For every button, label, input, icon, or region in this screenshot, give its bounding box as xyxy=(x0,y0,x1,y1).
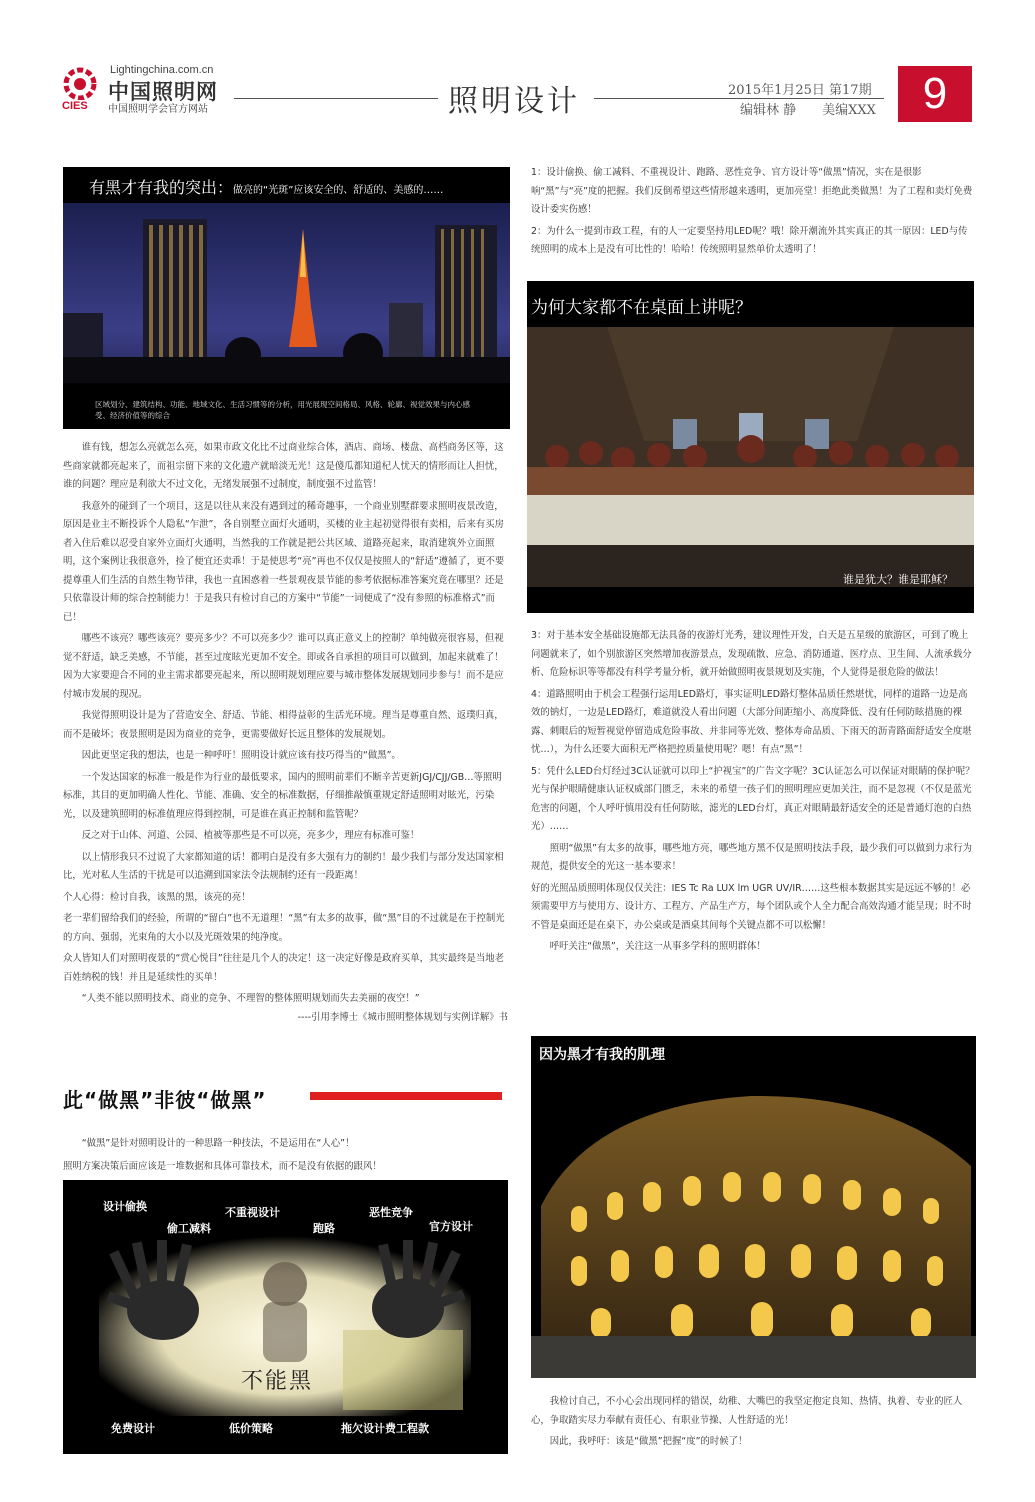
section2-red-bar xyxy=(310,1092,502,1100)
header-rule-left xyxy=(234,98,438,99)
last-supper-caption: 谁是犹大？谁是耶稣？ xyxy=(843,573,953,586)
right-mid-body xyxy=(531,627,976,957)
paragraph: 1：设计偷换、偷工减料、不重视设计、跑路、恶性竞争、官方设计等“做黑”情况，实在是很影响“黑”与“亮”度的把握。我们反倒希望这些情形越来透明，更加亮堂！拒绝此类做黑！为了工程和卖灯免费设计委实伤感！ xyxy=(531,167,973,215)
section2-intro xyxy=(63,1135,508,1176)
logo-subtitle: 中国照明学会官方网站 xyxy=(108,104,208,115)
paragraph: 呼吁关注“做黑”，关注这一从事多学科的照明群体！ xyxy=(549,941,766,952)
paragraph: 一个发达国家的标准一般是作为行业的最低要求，国内的照明前辈们不断辛苦更新JGJ/CJJ/GB…等照明标准，其目的更加明确人性化、节能、准确、安全的标准数据，仔细推敲慎重规定舒适照明对眩光，污染光，以及建筑照明的标准值理应得到控制，可是谁在真正控制和监管呢？ xyxy=(63,771,502,820)
paragraph: “做黑”是针对照明设计的一种思路一种技法，不是运用在“人心”！ xyxy=(81,1138,355,1149)
paragraph: 4：道路照明由于机会工程强行运用LED路灯，事实证明LED路灯整体品质任然堪忧，同样的道路一边是高效的钠灯，一边是LED路灯，难道就没人看出问题（大部分间距缩小、高度降低、没有任何防眩措施的裸露、刺眼后的短暂视觉停留造成危险事故、并非同等光效、整体寿命品质、下雨天的沥青路面舒适安全度堪忧…），为什么还要大面积无严格把控质量使用呢？嗯！有点“黑”！ xyxy=(531,688,972,755)
paragraph: 我意外的碰到了一个项目，这是以往从来没有遇到过的稀奇趣事，一个商业别墅群要求照明夜景改造，原因是业主不断投诉个人隐私“乍泄”，各自别墅立面灯火通明，买楼的业主起初觉得很有卖相，后来有买房者入住后难以忍受自家外立面灯火通明，当然我的工作就是把公共区域、道路亮起来，取消建筑外立面照明，这个案例让我很意外，捡了便宜还卖乖！于是使思考“亮”再也不仅仅是按照人的“舒适”遵循了，更不要提尊重人们生活的自然生物节律，我也一直困惑着一些景观夜景节能的参考依据标准答案究竟在哪里？还是只依靠设计师的综合控制能力！于是我只有检讨自己的方案中“节能”一词便成了“没有参照的标准格式”而已！ xyxy=(63,500,505,623)
hands-label: 恶性竞争 xyxy=(369,1206,413,1219)
paragraph: 3：对于基本安全基础设施都无法具备的夜游灯光秀，建议理性开发，白天是五星级的旅游区，可到了晚上问题就来了，如个别旅游区突然增加夜游景点，发现疏散、应急、消防通道、医疗点、卫生间、人流承载分析、危险标识等等都没有科学考量分析，就开始做照明夜景规划及实施，个人觉得是很危险的做法！ xyxy=(531,630,972,678)
colosseum-image xyxy=(531,1036,976,1378)
paragraph: 2：为什么一提到市政工程，有的人一定要坚持用LED呢？哦！除开潮流外其实真正的其一原因：LED与传统照明的成本上是没有可比性的！哈哈！传统照明显然单价太透明了！ xyxy=(531,225,968,255)
paragraph: 老一辈们留给我们的经验，所谓的“留白”也不无道理！“黑”有太多的故事，做“黑”目的不过就是在于控制光的方向、强弱，光束角的大小以及光斑效果的纯净度。 xyxy=(63,913,505,943)
skyline-image xyxy=(63,167,510,429)
skyline-title-main: 有黑才有我的突出： xyxy=(89,178,234,197)
hands-label: 偷工减料 xyxy=(167,1222,211,1235)
section-title: 照明设计 xyxy=(448,84,580,119)
skyline-caption: 区域划分、建筑结构、功能、地域文化、生活习惯等的分析，用光展现空间格局、风格、轮廓、视觉效果与内心感受、经济价值等的综合 xyxy=(95,400,470,420)
citation: ----引用李博士《城市照明整体规划与实例详解》书 xyxy=(297,1011,508,1023)
paragraph: 哪些不该亮？哪些该亮？要亮多少？不可以亮多少？谁可以真正意义上的控制？单纯做亮很容易，但视觉不舒适，缺乏美感，不节能，甚至过度眩光更加不安全。即或各自承担的项目可以做到，加起来就难了！因为大家要迎合不同的业主需求都要亮起来，所以照明规划理应要与城市整体发展规划同步参与！而不是应付城市发展的现况。 xyxy=(63,633,504,700)
hands-label: 低价策略 xyxy=(229,1422,273,1435)
editors: 编辑林 静 美编XXX xyxy=(740,103,876,118)
skyline-title-sub: 做亮的“光斑”应该安全的、舒适的、美感的…… xyxy=(233,185,444,196)
hands-label: 跑路 xyxy=(313,1222,335,1235)
section2-title: 此“做黑”非彼“做黑” xyxy=(63,1088,267,1112)
paragraph: 以上情形我只不过说了大家都知道的话！都明白是没有多大强有力的制约！最少我们与部分发达国家相比，光对私人生活的干扰是可以追溯到国家法令法规制约还有一段距离！ xyxy=(63,851,504,881)
quote: “人类不能以照明技术、商业的竞争、不理智的整体照明规划而失去美丽的夜空！” xyxy=(81,993,420,1004)
colosseum-title: 因为黑才有我的肌理 xyxy=(539,1047,665,1063)
hands-label: 免费设计 xyxy=(111,1422,155,1435)
skyline-title xyxy=(89,175,443,198)
hands-label: 官方设计 xyxy=(429,1220,473,1233)
hands-label: 拖欠设计费工程款 xyxy=(341,1422,429,1435)
paragraph: 5：凭什么LED台灯经过3C认证就可以印上“护视宝”的广告文字呢？3C认证怎么可以保证对眼睛的保护呢？光与保护眼睛健康认证权威部门匮乏，未来的希望一孩子们的照明理应更加关注，而不是忽视（不仅是蓝光危害的问题，个人呼吁慎用没有任何防眩，滤光的LED台灯，真正对眼睛最舒适安全的还是普通灯泡的白热光）…… xyxy=(531,765,975,832)
paragraph: 照明方案决策后面应该是一堆数据和具体可靠技术，而不是没有依据的跟风！ xyxy=(63,1160,382,1172)
issue-date: 2015年1月25日 第17期 xyxy=(728,83,872,98)
hands-label: 设计偷换 xyxy=(103,1200,147,1213)
paragraph: 众人皆知人们对照明夜景的“赏心悦目”往往是几个人的决定！这一决定好像是政府买单，其实最终是当地老百姓纳税的钱！并且是延续性的买单！ xyxy=(63,953,504,983)
cies-logo-icon xyxy=(60,64,100,100)
paragraph: 我觉得照明设计是为了营造安全、舒适、节能、相得益彰的生活光环境。理当是尊重自然、返璞归真，而不是破坏；夜景照明是因为商业的竞争，更需要做好长远且整体的发展规划。 xyxy=(63,710,504,740)
right-top-body xyxy=(531,164,976,260)
left-body xyxy=(63,439,508,1027)
paragraph: 好的光照品质照明体现仅仅关注：IES Tc Ra LUX lm UGR UV/IR……这些根本数据其实是远远不够的！必须需要甲方与使用方、设计方、工程方、产品生产方，每个团队或个人全力配合高效沟通才能呈现；时不时不管是桌面还是在桌下，办公桌或是酒桌其间每个关键点都不可以松懈！ xyxy=(531,882,972,931)
paragraph: 因此更坚定我的想法，也是一种呼吁！照明设计就应该有技巧得当的“做黑”。 xyxy=(81,750,401,761)
logo-abbr: CIES xyxy=(62,100,88,112)
logo-url: Lightingchina.com.cn xyxy=(110,64,214,76)
paragraph: 个人心得：检讨自我，该黑的黑，该亮的亮！ xyxy=(63,891,251,903)
right-bottom-body xyxy=(531,1393,976,1452)
hands-label: 不重视设计 xyxy=(225,1206,280,1219)
hands-image xyxy=(63,1180,508,1454)
paragraph: 反之对于山体、河道、公园、植被等那些是不可以亮，亮多少，理应有标准可鉴！ xyxy=(81,830,420,841)
page-number: 9 xyxy=(898,66,972,122)
paragraph: 谁有钱，想怎么亮就怎么亮，如果市政文化比不过商业综合体，酒店、商场、楼盘、高档商务区等，这些商家就都亮起来了，而祖宗留下来的文化遗产就暗淡无光！这是傻瓜都知道杞人忧天的情形而让人担忧，谁的问题？理应是利欲大不过文化，无绪发展强不过制度，制度强不过监管！ xyxy=(63,442,504,490)
paragraph: 因此，我呼吁：该是“做黑”把握“度”的时候了！ xyxy=(549,1436,748,1447)
last-supper-title: 为何大家都不在桌面上讲呢？ xyxy=(531,298,752,318)
paragraph: 我检讨自己，不小心会出现同样的错误，幼稚、大嘴巴的我坚定抱定良知、热情、执着、专业的匠人心，争取踏实尽力奉献有责任心、有职业节操、人性舒适的光！ xyxy=(531,1396,963,1426)
hands-center-label: 不能黑 xyxy=(241,1369,314,1394)
last-supper-image xyxy=(527,281,974,613)
logo-name: 中国照明网 xyxy=(108,80,218,104)
paragraph: 照明“做黑”有太多的故事，哪些地方亮，哪些地方黑不仅是照明技法手段，最少我们可以做到力求行为规范，提供安全的光这一基本要求！ xyxy=(531,842,973,872)
